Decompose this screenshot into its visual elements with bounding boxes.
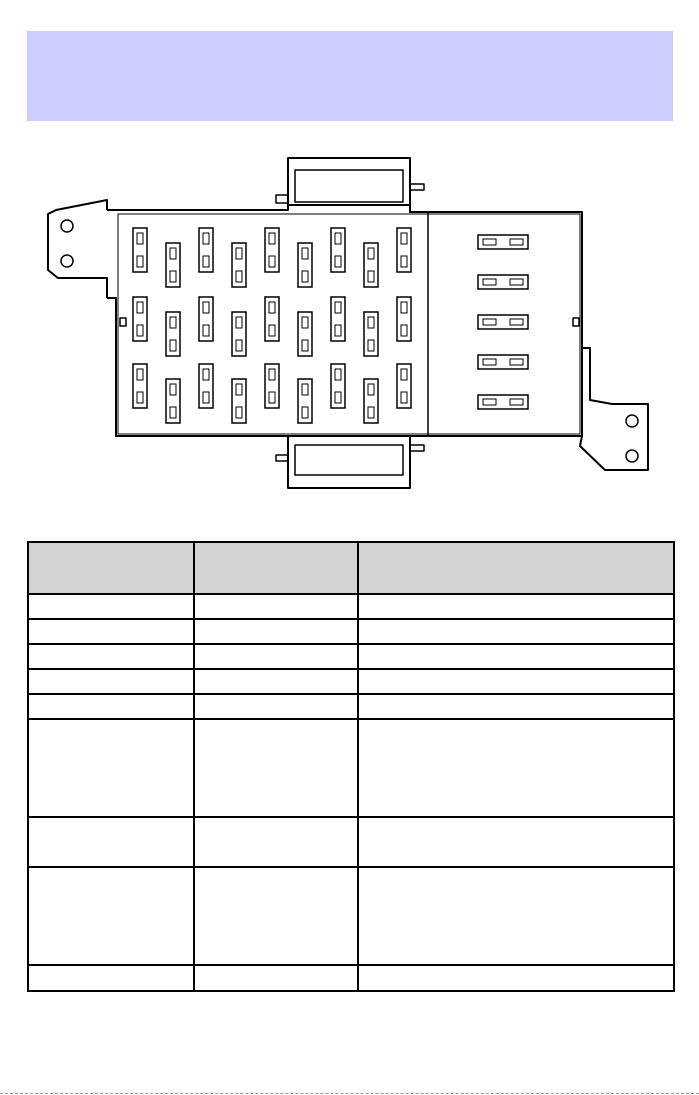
- relay: [478, 395, 528, 409]
- footer-rule: [0, 1093, 699, 1094]
- fuse: [397, 228, 411, 272]
- fuse: [331, 228, 345, 272]
- fuse: [199, 297, 213, 341]
- table-row: [28, 619, 674, 644]
- fuse: [265, 297, 279, 341]
- fuse: [397, 364, 411, 408]
- mount-hole-icon: [626, 415, 638, 427]
- fuse: [232, 312, 246, 356]
- fuse: [364, 243, 378, 287]
- fuse: [265, 228, 279, 272]
- header-circuit: [358, 542, 674, 594]
- fuse: [298, 243, 312, 287]
- fuse: [133, 297, 147, 341]
- fuse: [397, 297, 411, 341]
- table-row: [28, 669, 674, 694]
- relay: [478, 275, 528, 289]
- header-fuse: [28, 542, 194, 594]
- table-row: [28, 644, 674, 669]
- relay: [478, 235, 528, 249]
- fuse: [364, 379, 378, 423]
- relay: [478, 355, 528, 369]
- mount-hole-icon: [626, 450, 638, 462]
- relay-column: [478, 235, 528, 409]
- fuse-table: [27, 541, 675, 992]
- fuse: [298, 379, 312, 423]
- bottom-connector: [288, 436, 410, 488]
- header-banner: [27, 31, 673, 121]
- relay: [478, 315, 528, 329]
- fuse: [133, 228, 147, 272]
- table-row: [28, 867, 674, 965]
- fuse: [133, 364, 147, 408]
- fuse: [199, 364, 213, 408]
- table-row: [28, 719, 674, 817]
- table-row: [28, 594, 674, 619]
- fuse: [298, 312, 312, 356]
- mount-hole-icon: [61, 220, 73, 232]
- fuse: [331, 364, 345, 408]
- table-row: [28, 965, 674, 991]
- fuse: [166, 312, 180, 356]
- fuse: [166, 379, 180, 423]
- fuse: [166, 243, 180, 287]
- fuse: [199, 228, 213, 272]
- fuse: [265, 364, 279, 408]
- fuse: [232, 379, 246, 423]
- fuse: [331, 297, 345, 341]
- top-connector-inner: [295, 170, 403, 202]
- mount-hole-icon: [61, 255, 73, 267]
- table-header-row: [28, 542, 674, 594]
- right-mount: [580, 348, 648, 470]
- table-row: [28, 694, 674, 719]
- fuse: [364, 312, 378, 356]
- left-mount: [48, 200, 107, 298]
- bottom-connector-inner: [295, 445, 403, 475]
- table-row: [28, 817, 674, 867]
- header-amp: [194, 542, 358, 594]
- fuse: [232, 243, 246, 287]
- fuse-grid: [133, 228, 411, 423]
- fuse-panel-diagram: [0, 140, 699, 495]
